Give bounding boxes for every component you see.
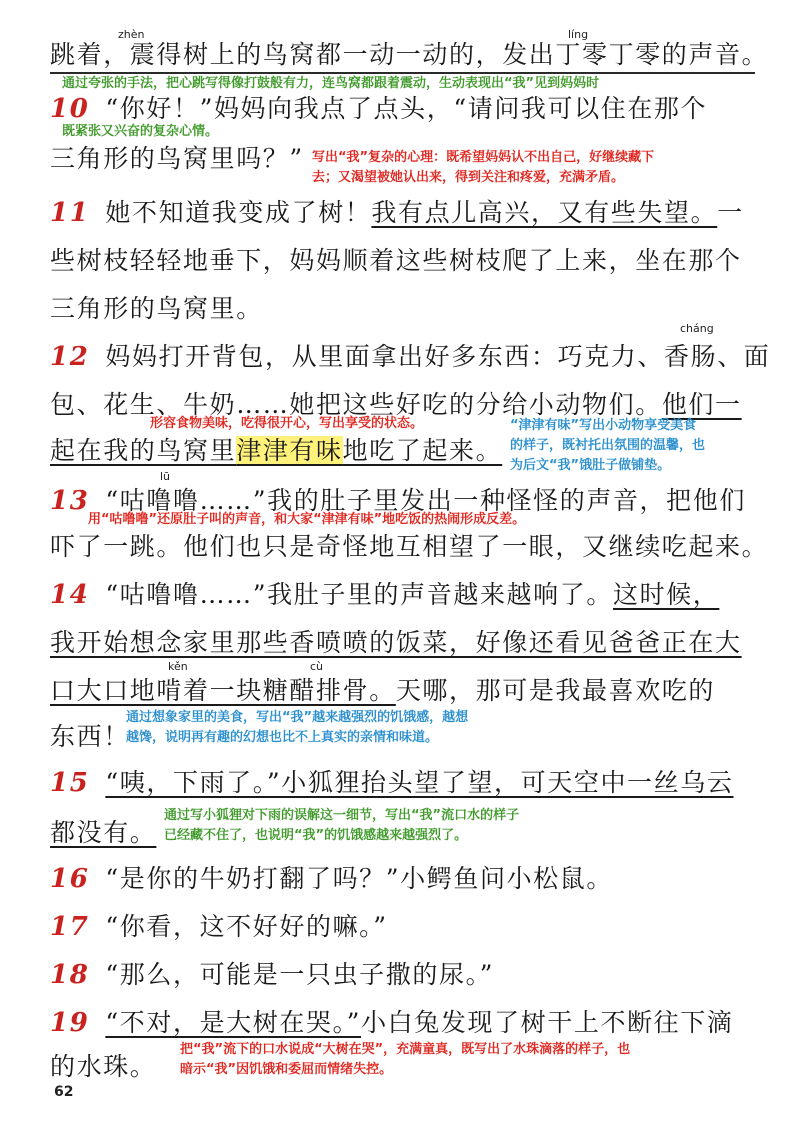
- paragraph-number: 10: [50, 94, 90, 124]
- underlined-text: 这时候，: [612, 580, 720, 609]
- line-text: 天哪，那可是我最喜欢吃的: [395, 676, 716, 705]
- annotation-heartbeat: 通过夸张的手法，把心跳写得像打鼓般有力，连鸟窝都跟着震动，生动表现出“我”见到妈妈时: [62, 76, 600, 91]
- pinyin-cu: cù: [310, 660, 324, 673]
- paragraph-16: [50, 862, 760, 896]
- line-text: “那么，可能是一只虫子撒的尿。”: [105, 960, 495, 989]
- annotation-imagine-food-1: 通过想象家里的美食，写出“我”越来越强烈的饥饿感，越想: [126, 710, 469, 725]
- paragraph-14-line-2: [50, 626, 760, 660]
- pinyin-lu: lū: [160, 470, 171, 483]
- paragraph-14-line-1: [50, 578, 760, 612]
- line-text: 她不知道我变成了树！: [105, 198, 372, 227]
- text-line-1: [50, 38, 769, 72]
- pinyin-ken: kěn: [168, 660, 188, 673]
- annotation-heartbeat-cont: 既紧张又兴奋的复杂心情。: [62, 124, 219, 139]
- pinyin-chang: cháng: [680, 322, 714, 335]
- paragraph-18: [50, 958, 760, 992]
- paragraph-number: 14: [50, 580, 90, 610]
- paragraph-11-line-1: [50, 196, 760, 230]
- underlined-text: “不对，是大树在哭。”: [105, 1008, 362, 1037]
- paragraph-17: [50, 910, 760, 944]
- underlined-text: 我开始想念家里那些香喷喷的饭菜，好像还看见爸爸正在大: [50, 628, 742, 657]
- line-text: 包、花生、牛奶……她把这些好吃的分给小动物们。: [50, 390, 662, 419]
- line-text: 三角形的鸟窝里吗？”: [50, 144, 304, 173]
- paragraph-number: 16: [50, 864, 90, 894]
- line-text: “咕噜噜……”我肚子里的声音越来越响了。: [105, 580, 613, 609]
- paragraph-11-line-3: [50, 292, 760, 326]
- line-text: “你看，这不好好的嘛。”: [105, 912, 388, 941]
- annotation-jinjinyouwei-1: “津津有味”写出小动物享受美食: [510, 418, 697, 433]
- paragraph-12-line-1: [50, 340, 771, 374]
- underlined-text: “咦，下雨了。”小狐狸抬头望了望，可天空中一丝乌云: [105, 768, 734, 797]
- line-text: 三角形的鸟窝里。: [50, 294, 263, 323]
- paragraph-number: 19: [50, 1008, 90, 1038]
- annotation-jinjinyouwei-3: 为后文“我”饿肚子做铺垫。: [510, 458, 671, 473]
- line-text: 吓了一跳。他们也只是奇怪地互相望了一眼，又继续吃起来。: [50, 532, 769, 561]
- paragraph-11-line-2: [50, 244, 760, 278]
- underlined-text: 都没有。: [50, 818, 157, 847]
- line-text: “咕噜噜……”我的肚子里发出一种怪怪的声音，把他们: [105, 486, 746, 515]
- underlined-text: 起在我的鸟窝里: [50, 436, 237, 465]
- pinyin-zhen: zhèn: [118, 28, 145, 41]
- pinyin-ling: líng: [568, 28, 589, 41]
- annotation-jinjinyouwei-2: 的样子，既衬托出氛围的温馨，也: [510, 438, 706, 453]
- line-text: “你好！”妈妈向我点了点头，“请问我可以住在那个: [105, 94, 708, 123]
- line-text: 小白兔发现了树干上不断往下滴: [361, 1008, 734, 1037]
- line-text: 妈妈打开背包，从里面拿出好多东西：巧克力、香肠、面: [105, 342, 771, 371]
- underlined-text: 他们一: [661, 390, 742, 419]
- annotation-rain-2: 已经藏不住了，也说明“我”的饥饿感越来越强烈了。: [164, 828, 468, 843]
- paragraph-10-line-1: [50, 92, 760, 126]
- paragraph-number: 15: [50, 768, 90, 798]
- paragraph-14-line-3: [50, 674, 760, 708]
- annotation-complex-mind-2: 去；又渴望被她认出来，得到关注和疼爱，充满矛盾。: [312, 170, 625, 185]
- line-text: 一: [717, 198, 744, 227]
- paragraph-15-line-1: [50, 766, 760, 800]
- line-text: 些树枝轻轻地垂下，妈妈顺着这些树枝爬了上来，坐在那个: [50, 246, 742, 275]
- underlined-text: 地吃了起来。: [342, 436, 503, 465]
- line-text: 的水珠。: [50, 1052, 157, 1081]
- annotation-gulu: 用“咕噜噜”还原肚子叫的声音，和大家“津津有味”地吃饭的热闹形成反差。: [88, 512, 526, 527]
- paragraph-13-line-2: [50, 530, 769, 564]
- underlined-text: 我有点儿高兴，又有些失望。: [371, 198, 718, 227]
- paragraph-number: 18: [50, 960, 90, 990]
- annotation-tree-cry-1: 把“我”流下的口水说成“大树在哭”，充满童真，既写出了水珠滴落的样子，也: [180, 1042, 631, 1057]
- line-text: “是你的牛奶打翻了吗？”小鳄鱼问小松鼠。: [105, 864, 613, 893]
- paragraph-number: 13: [50, 486, 90, 516]
- line-text: 东西！: [50, 722, 130, 751]
- annotation-imagine-food-2: 越馋，说明再有趣的幻想也比不上真实的亲情和味道。: [126, 730, 439, 745]
- annotation-tree-cry-2: 暗示“我”因饥饿和委屈而情绪失控。: [180, 1062, 393, 1077]
- line-text: 跳着，震得树上的鸟窝都一动一动的，发出丁零丁零的声音。: [50, 40, 769, 69]
- paragraph-number: 17: [50, 912, 90, 942]
- annotation-complex-mind-1: 写出“我”复杂的心理：既希望妈妈认不出自己，好继续藏下: [312, 150, 655, 165]
- highlighted-phrase: 津津有味: [236, 436, 343, 465]
- annotation-delicious: 形容食物美味，吃得很开心，写出享受的状态。: [150, 416, 424, 431]
- paragraph-19-line-1: [50, 1006, 760, 1040]
- paragraph-number: 11: [50, 198, 90, 228]
- page-number: 62: [54, 1084, 74, 1100]
- paragraph-number: 12: [50, 342, 90, 372]
- underlined-text: 口大口地啃着一块糖醋排骨。: [50, 676, 396, 705]
- annotation-rain-1: 通过写小狐狸对下雨的误解这一细节，写出“我”流口水的样子: [164, 808, 520, 823]
